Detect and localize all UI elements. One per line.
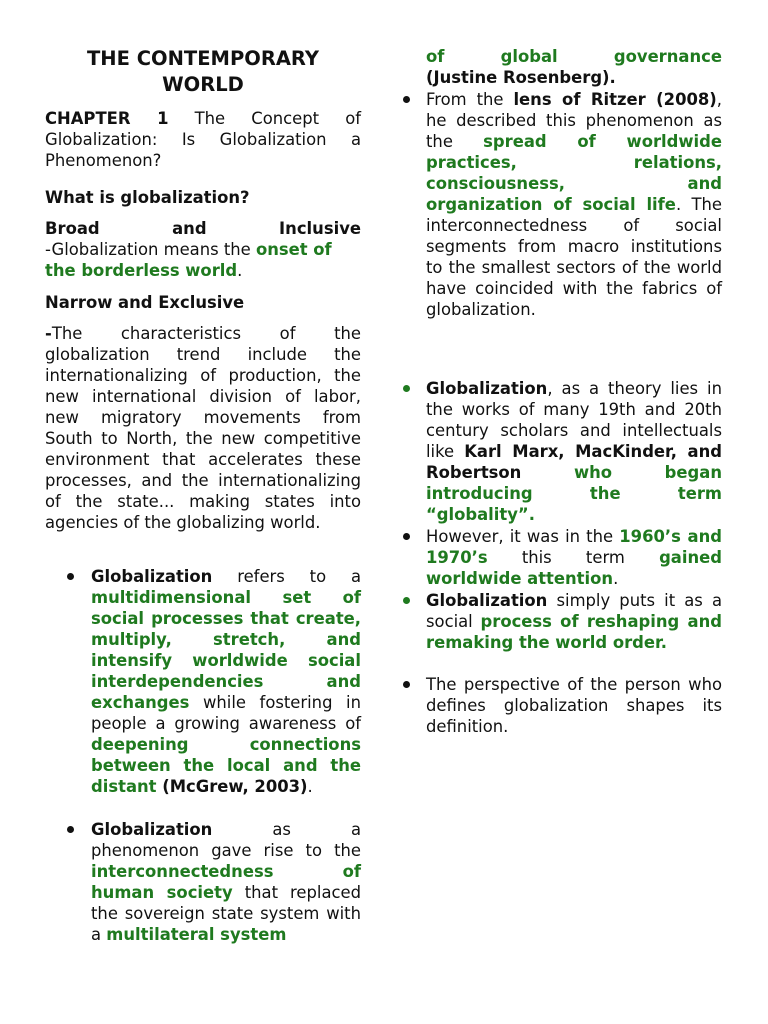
broad-text-2: . xyxy=(237,261,243,280)
bullet6-green: process of reshaping and remaking the world order. xyxy=(426,612,722,652)
bullet1-text-c: . xyxy=(307,777,313,796)
broad-heading: Broad and Inclusive xyxy=(45,219,361,238)
bullet5-text-a: However, it was in the xyxy=(426,527,620,546)
bullet2-text-b: that replaced the sovereign state system with a xyxy=(91,883,361,944)
bullet5-green-a: 1960’s and 1970’s xyxy=(426,527,722,567)
bullet-item-7 xyxy=(400,674,722,737)
bullet1-citation: (McGrew, 2003) xyxy=(156,777,308,796)
bullet4-bold-a: Globalization xyxy=(426,379,548,398)
bullet1-text-a: refers to a xyxy=(212,567,361,586)
bullet-item-3 xyxy=(400,89,722,320)
bullet1-bold: Globalization xyxy=(91,567,213,586)
bullet-dot-icon xyxy=(403,385,410,392)
bullet3-text-a: From the xyxy=(426,90,514,109)
bullet-dot-icon xyxy=(403,681,410,688)
bullet1-text-b: while fostering in people a growing awareness of xyxy=(91,693,361,733)
bullet4-bold-b: Karl Marx, MacKinder, and Robertson xyxy=(426,442,722,482)
bullet4-text: , as a theory lies in the works of many 19th and 20th century scholars and intellectuals like xyxy=(426,379,722,461)
chapter-text: The Concept of Globalization: Is Globalization a Phenomenon? xyxy=(45,109,362,170)
question-heading: What is globalization? xyxy=(45,188,250,207)
bullet1-green-b: deepening connections between the local and the distant xyxy=(91,735,361,796)
bullet-item-4 xyxy=(400,378,722,525)
narrow-text xyxy=(45,323,361,533)
bullet-item-5 xyxy=(400,526,722,589)
broad-highlight: onset of the borderless world xyxy=(45,240,332,280)
bullet2-text-a: as a phenomenon gave rise to the xyxy=(91,820,361,860)
bullet-text-5 xyxy=(426,526,722,589)
chapter-heading xyxy=(45,108,361,171)
narrow-dash: - xyxy=(45,324,52,343)
chapter-label: CHAPTER 1 xyxy=(45,109,169,128)
bullet-dot-icon xyxy=(403,96,410,103)
bullet6-bold: Globalization xyxy=(426,591,548,610)
narrow-body: The characteristics of the globalization trend include the internationalizing of production, the new international division of labor, new migratory movements from South to North, the new competitive environment that accelerates these processes, and the internationalizing of the state... making states into agencies of the globalizing world. xyxy=(45,324,361,532)
bullet-dot-icon xyxy=(403,533,410,540)
bullet-item-1 xyxy=(45,566,361,797)
bullet-text-3 xyxy=(426,89,722,320)
bullet2-green-b: multilateral system xyxy=(106,925,287,944)
bullet3-text-b: , he described this phenomenon as the xyxy=(426,90,722,151)
bullet-text-7 xyxy=(426,674,722,737)
bullet-dot-icon xyxy=(403,597,410,604)
bullet2-bold: Globalization xyxy=(91,820,213,839)
broad-text-1: -Globalization means the xyxy=(45,240,256,259)
bullet-item-6 xyxy=(400,590,722,653)
bullet3-text-c: . The interconnectedness of social segments from macro institutions to the smallest sectors of the world have coincided with the fabrics of globalization. xyxy=(426,195,723,319)
document-title: THE CONTEMPORARY WORLD xyxy=(86,47,319,96)
bullet1-green-a: multidimensional set of social processes that create, multiply, stretch, and intensify worldwide social interdependencies and exchanges xyxy=(91,588,361,712)
bullet2-green-a: interconnectedness of human society xyxy=(91,862,361,902)
bullet5-green-b: gained worldwide attention xyxy=(426,548,722,588)
bullet-dot-icon xyxy=(67,826,74,833)
bullet-text-2 xyxy=(91,819,361,945)
narrow-heading: Narrow and Exclusive xyxy=(45,293,245,312)
bullet-text-1 xyxy=(91,566,361,797)
bullet7-text: The perspective of the person who defines globalization shapes its definition. xyxy=(426,675,722,736)
continued-citation: (Justine Rosenberg). xyxy=(426,68,616,87)
bullet3-bold: lens of Ritzer (2008) xyxy=(513,90,717,109)
bullet6-text: simply puts it as a social xyxy=(426,591,722,631)
continued-green-line: of global governance xyxy=(426,47,722,66)
bullet-item-2 xyxy=(45,819,361,945)
bullet5-text-b: this term xyxy=(487,548,660,567)
bullet5-text-c: . xyxy=(613,569,619,588)
bullet4-green: who began introducing the term “globality”. xyxy=(426,463,722,524)
bullet-text-4 xyxy=(426,378,722,525)
bullet-dot-icon xyxy=(67,573,74,580)
bullet3-green: spread of worldwide practices, relations, consciousness, and organization of social life xyxy=(426,132,723,214)
broad-text xyxy=(45,239,361,281)
bullet-text-6 xyxy=(426,590,722,653)
